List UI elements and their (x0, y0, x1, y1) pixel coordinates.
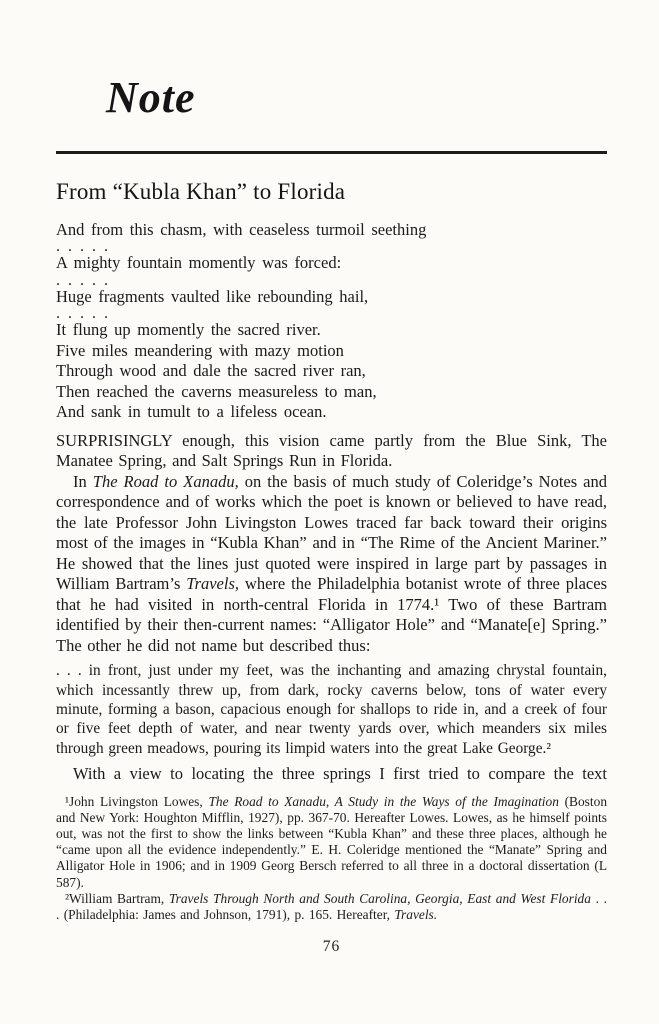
footnote-1: ¹John Livingston Lowes, The Road to Xanadu, A Study in the Ways of the Imagination (Boston and New York: Houghton Mifflin, 1927), pp. 367-70. Hereafter Lowes. Lowes, as he himself points out, was not the first to show the links between “Kubla Khan” and these three places, although he “came upon all the evidence independently.” E. H. Coleridge mentioned the “Manate” Spring and Alligator Hole in 1906; and in 1909 Georg Bersch referred to all three in a doctoral dissertation (L 587). (56, 793, 608, 890)
paragraph-road-to-xanadu: In The Road to Xanadu, on the basis of much study of Coleridge’s Notes and correspondence and of works which the poet is known or believed to have read, the late Professor John Livingston Lowes traced far back toward their origins most of the images in “Kubla Khan” and in “The Rime of the Ancient Mariner.” He showed that the lines just quoted were inspired in large part by passages in William Bartram’s Travels, where the Philadelphia botanist wrote of three places that he had visited in north-central Florida in 1774.¹ Two of these Bartram identified by their then-current names: “Alligator Hole” and “Manate[e] Spring.” The other he did not name but described thus: (56, 471, 608, 655)
ellipsis-line: . . . . . (56, 271, 108, 289)
paragraph-continuation: With a view to locating the three springs I first tried to compare the text (73, 764, 607, 784)
paragraph-opening: SURPRISINGLY enough, this vision came partly from the Blue Sink, The Manatee Spring, and Salt Springs Run in Florida. (56, 430, 607, 471)
article-title: From “Kubla Khan” to Florida (56, 179, 346, 204)
poem-quotation (56, 220, 607, 423)
page-section-heading: Note (106, 73, 196, 122)
ellipsis-line: . . . . . (56, 305, 108, 323)
divider-rule (56, 151, 607, 154)
poem-line: A mighty fountain momently was forced: (56, 253, 342, 273)
ellipsis-line: . . . . . (56, 238, 108, 256)
poem-line: It flung up momently the sacred river. (56, 320, 321, 340)
poem-line: And sank in tumult to a lifeless ocean. (56, 402, 327, 422)
bartram-quotation: . . . in front, just under my feet, was the inchanting and amazing chrystal fountain, which incessantly threw up, from dark, rocky caverns below, tons of water every minute, forming a bason, capacious enough for shallops to ride in, and a creek of four or five feet depth of water, and near twenty yards over, which meanders six miles through green meadows, pouring its limpid waters into the great Lake George.² (56, 662, 607, 757)
footnote-2: ²William Bartram, Travels Through North and South Carolina, Georgia, East and West Florida . . . (Philadelphia: James and Johnson, 1791), p. 165. Hereafter, Travels. (56, 890, 607, 923)
poem-line: Then reached the caverns measureless to man, (56, 381, 377, 401)
poem-line: And from this chasm, with ceaseless turmoil seething (56, 219, 427, 239)
page-number: 76 (322, 938, 341, 956)
poem-line: Five miles meandering with mazy motion (56, 340, 344, 360)
poem-line: Huge fragments vaulted like rebounding hail, (56, 286, 369, 306)
footnotes-section (56, 794, 607, 924)
poem-line: Through wood and dale the sacred river ran, (56, 361, 366, 381)
text-column (56, 178, 607, 956)
